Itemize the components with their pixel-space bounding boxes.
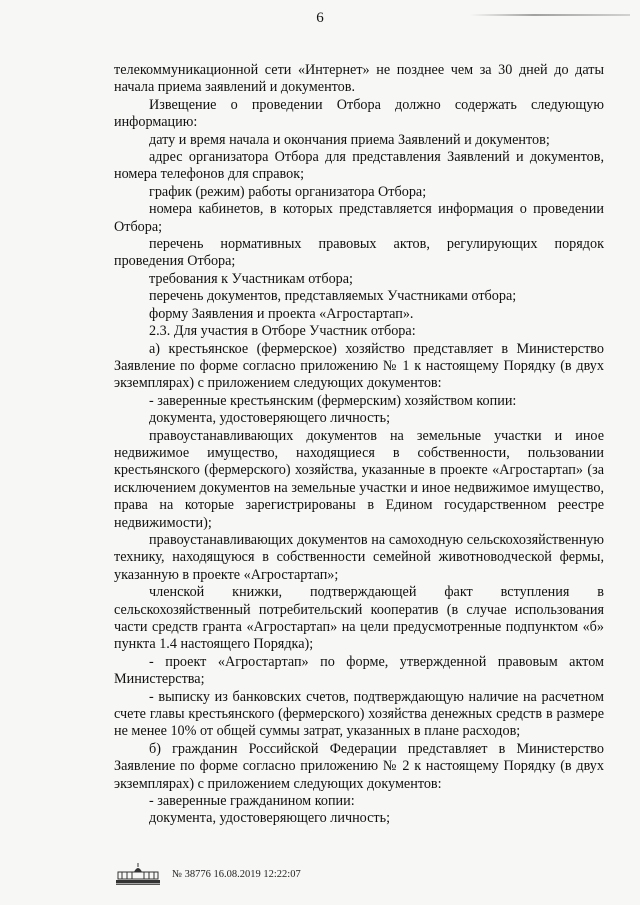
paragraph: документа, удостоверяющего личность; — [149, 410, 391, 427]
paragraph: документа, удостоверяющего личность; — [149, 810, 391, 827]
page-number: 6 — [316, 10, 324, 26]
paragraph: график (режим) работы организатора Отбора; — [149, 183, 427, 200]
paragraph: дату и время начала и окончания приема Заявлений и документов; — [149, 131, 550, 148]
paragraph: правоустанавливающих документов на земельные участки и иное недвижимое имущество, находящиеся в собственности, пользовании крестьянского (фермерского) хозяйства, указанные в проекте «Агростартап» (за исключением документов на земельные участки и иное недвижимое имущество, права на которые зарегистрированы в Едином государственном реестре недвижимости); — [114, 427, 604, 531]
paragraph: правоустанавливающих документов на самоходную сельскохозяйственную технику, находящуюся в собственности семейной животноводческой фермы, указанную в проекте «Агростартап»; — [114, 531, 604, 583]
paragraph: - заверенные гражданином копии: — [149, 793, 355, 810]
paragraph: - выписку из банковских счетов, подтверждающую наличие на расчетном счете главы крестьянского (фермерского) хозяйства денежных средств в размере не менее 10% от общей суммы затрат, указанных в плане расходов; — [114, 688, 604, 740]
paragraph: 2.3. Для участия в Отборе Участник отбора: — [149, 323, 416, 340]
scan-edge-artifact — [470, 14, 630, 16]
paragraph: а) крестьянское (фермерское) хозяйство представляет в Министерство Заявление по форме согласно приложению № 1 к настоящему Порядку (в двух экземплярах) с приложением следующих документов: — [114, 340, 604, 392]
paragraph: перечень нормативных правовых актов, регулирующих порядок проведения Отбора; — [114, 236, 604, 270]
document-body — [114, 62, 604, 828]
paragraph: - проект «Агростартап» по форме, утвержденной правовым актом Министерства; — [114, 653, 604, 688]
paragraph: форму Заявления и проекта «Агростартап». — [149, 305, 414, 322]
document-registration-id: № 38776 16.08.2019 12:22:07 — [172, 869, 301, 880]
paragraph: Извещение о проведении Отбора должно содержать следующую информацию: — [114, 96, 604, 131]
paragraph: - заверенные крестьянским (фермерским) хозяйством копии: — [149, 392, 517, 409]
paragraph: номера кабинетов, в которых представляется информация о проведении Отбора; — [114, 201, 604, 235]
paragraph: адрес организатора Отбора для представления Заявлений и документов, номера телефонов для справок; — [114, 149, 604, 183]
building-logo-icon — [114, 862, 162, 886]
paragraph: перечень документов, представляемых Участниками отбора; — [149, 288, 517, 305]
paragraph: б) гражданин Российской Федерации представляет в Министерство Заявление по форме согласно приложению № 2 к настоящему Порядку (в двух экземплярах) с приложением следующих документов: — [114, 740, 604, 792]
paragraph: членской книжки, подтверждающей факт вступления в сельскохозяйственный потребительский кооператив (в случае использования части средств гранта «Агростартап» на цели предусмотренные подпунктом «б» пункта 1.4 настоящего Порядка); — [114, 584, 604, 653]
paragraph: требования к Участникам отбора; — [149, 270, 353, 287]
paragraph: телекоммуникационной сети «Интернет» не позднее чем за 30 дней до даты начала приема заявлений и документов. — [114, 62, 604, 96]
footer — [114, 862, 534, 890]
